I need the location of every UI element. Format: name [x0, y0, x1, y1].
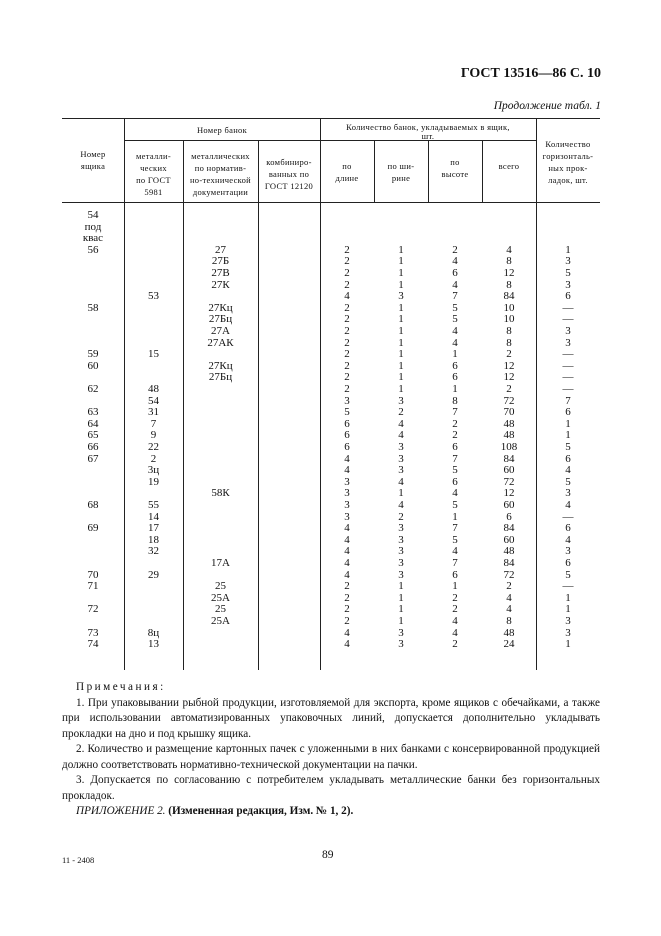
- table-cell-t: 48: [503, 429, 515, 442]
- table-cell-l: 4: [344, 568, 350, 581]
- table-cell-h: 7: [452, 406, 458, 419]
- table-cell-l: 6: [344, 429, 350, 442]
- table-cell-l: 2: [344, 591, 350, 604]
- table-cell-n: 27АК: [207, 336, 234, 349]
- note-item: 2. Количество и размещение картонных пачек с уложенными в них банками с консервированной продукцией должно соответствовать нормативно-технической документации на пачки.: [62, 743, 600, 771]
- table-cell-w: 3: [398, 626, 404, 639]
- table-cell-w: 2: [398, 510, 404, 523]
- table-cell-t: 84: [503, 290, 515, 303]
- table-cell-p: 6: [565, 557, 571, 569]
- table-cell-p: 5: [565, 267, 571, 279]
- table-cell-h: 8: [452, 394, 458, 407]
- table-cell-l: 4: [344, 464, 350, 477]
- table-cell-l: 4: [344, 522, 350, 535]
- table-cell-p: 7: [565, 394, 571, 407]
- note-item: 1. При упаковывании рыбной продукции, изготовляемой для экспорта, кроме ящиков с обечайками, а также при использовании автоматизированных упаковочных линий, допускается дополнительно укладывать прокладки на дно и под крышку ящика.: [62, 696, 600, 740]
- table-cell-w: 1: [398, 278, 404, 291]
- table-cell-box: 54: [87, 209, 99, 221]
- table-cell-box: 63: [87, 406, 99, 419]
- table-cell-l: 2: [344, 383, 350, 395]
- header-metal-ntd: металлических по норматив- но-технической документации: [189, 151, 252, 197]
- table-cell-w: 1: [398, 267, 404, 279]
- table-cell-n: 25А: [211, 591, 230, 604]
- table-cell-h: 6: [452, 441, 458, 453]
- header-count-group: Количество банок, укладываемых в ящик, шт.: [346, 122, 510, 141]
- table-cell-p: 1: [565, 243, 571, 256]
- table-cell-n: 27К: [211, 278, 230, 291]
- table-cell-l: 2: [344, 255, 350, 268]
- table-cell-m: 15: [148, 348, 159, 361]
- table-cell-n: 17А: [211, 557, 230, 569]
- table-cell-n: 27Б: [211, 255, 230, 268]
- table-cell-h: 1: [452, 510, 458, 523]
- table-cell-w: 2: [398, 406, 404, 419]
- table-cell-w: 1: [398, 325, 404, 337]
- table-cell-box: 71: [87, 580, 99, 593]
- table-cell-n: 25: [215, 603, 226, 616]
- table-cell-box: 58: [87, 301, 99, 314]
- table-cell-h: 5: [452, 313, 458, 326]
- table-continuation-label: Продолжение табл. 1: [493, 100, 601, 112]
- table-cell-w: 1: [398, 336, 404, 349]
- table-cell-t: 24: [503, 638, 515, 651]
- table-cell-n: 27А: [211, 325, 230, 337]
- table-cell-m: 18: [148, 533, 159, 546]
- table-cell-box: 65: [87, 429, 99, 442]
- table-cell-box: 59: [87, 348, 99, 361]
- table-cell-t: 48: [503, 626, 515, 639]
- packing-table: [62, 118, 600, 670]
- header-bottom-rule: [62, 202, 600, 203]
- table-cell-m: 31: [148, 406, 159, 419]
- header-width: по ши- рине: [387, 161, 415, 183]
- table-cell-p: 6: [565, 522, 571, 535]
- table-cell-p: —: [562, 301, 574, 314]
- table-cell-l: 4: [344, 452, 350, 465]
- table-cell-box: квас: [82, 232, 104, 245]
- table-cell-l: 4: [344, 533, 350, 546]
- table-cell-l: 2: [344, 325, 350, 337]
- table-cell-box: 56: [87, 243, 99, 256]
- table-cell-p: 3: [565, 545, 571, 558]
- table-cell-w: 3: [398, 290, 404, 303]
- print-code: 11 - 2408: [62, 855, 95, 865]
- note-item: 3. Допускается по согласованию с потребителем укладывать металлические банки без горизонтальных прокладок.: [62, 774, 600, 802]
- table-cell-h: 6: [452, 475, 458, 488]
- table-cell-h: 7: [452, 557, 458, 569]
- table-cell-n: 58К: [211, 487, 230, 500]
- table-cell-w: 1: [398, 383, 404, 395]
- table-cell-box: 68: [87, 499, 99, 511]
- notes-title: Примечания:: [76, 681, 166, 693]
- table-cell-w: 4: [398, 499, 404, 511]
- table-cell-t: 4: [506, 243, 512, 256]
- table-cell-t: 72: [503, 568, 515, 581]
- appendix-reference: [62, 804, 600, 820]
- table-cell-p: 3: [565, 626, 571, 639]
- appendix-prefix: ПРИЛОЖЕНИЕ 2.: [76, 805, 166, 817]
- table-cell-t: 12: [503, 359, 515, 372]
- table-cell-p: 4: [565, 464, 571, 477]
- table-cell-l: 2: [344, 313, 350, 326]
- table-cell-box: 72: [87, 603, 99, 616]
- table-cell-t: 48: [503, 417, 515, 430]
- table-cell-h: 1: [452, 348, 458, 361]
- table-cell-t: 108: [500, 441, 518, 453]
- table-cell-box: 64: [87, 417, 99, 430]
- table-cell-l: 3: [344, 487, 350, 500]
- table-cell-l: 4: [344, 626, 350, 639]
- table-cell-p: 3: [565, 255, 571, 268]
- table-cell-t: 8: [506, 336, 512, 349]
- table-cell-w: 3: [398, 394, 404, 407]
- table-cell-h: 4: [452, 487, 458, 500]
- table-cell-t: 10: [503, 301, 515, 314]
- table-cell-l: 3: [344, 475, 350, 488]
- table-cell-t: 4: [506, 591, 512, 604]
- header-box-number: Номер ящика: [80, 149, 106, 171]
- table-cell-w: 3: [398, 452, 404, 465]
- table-cell-p: 4: [565, 533, 571, 546]
- table-cell-t: 12: [503, 487, 515, 500]
- table-cell-m: 55: [148, 499, 159, 511]
- table-cell-p: —: [562, 371, 574, 384]
- table-cell-w: 3: [398, 557, 404, 569]
- table-cell-w: 3: [398, 464, 404, 477]
- table-cell-t: 60: [503, 533, 515, 546]
- table-cell-h: 2: [452, 591, 458, 604]
- table-cell-w: 3: [398, 533, 404, 546]
- table-cell-h: 4: [452, 626, 458, 639]
- table-cell-h: 4: [452, 325, 458, 337]
- table-cell-m: 13: [148, 638, 159, 651]
- table-cell-h: 2: [452, 429, 458, 442]
- header-total: всего: [498, 161, 520, 171]
- table-cell-l: 2: [344, 359, 350, 372]
- table-cell-box: 66: [87, 441, 99, 453]
- table-cell-t: 6: [506, 510, 512, 523]
- table-cell-p: —: [562, 510, 574, 523]
- table-cell-p: 3: [565, 336, 571, 349]
- table-cell-h: 4: [452, 336, 458, 349]
- table-cell-m: 48: [148, 383, 159, 395]
- table-cell-n: 27Бц: [208, 371, 233, 384]
- table-cell-h: 1: [452, 383, 458, 395]
- table-cell-n: 25А: [211, 615, 230, 627]
- table-cell-p: 5: [565, 441, 571, 453]
- table-cell-p: 3: [565, 487, 571, 500]
- table-cell-l: 2: [344, 243, 350, 256]
- table-cell-p: —: [562, 383, 574, 395]
- table-cell-p: 1: [565, 591, 571, 604]
- table-cell-w: 4: [398, 429, 404, 442]
- table-cell-p: 1: [565, 638, 571, 651]
- notes-section: [62, 680, 600, 820]
- table-cell-n: 27Бц: [208, 313, 233, 326]
- table-cell-m: 3ц: [147, 464, 160, 477]
- table-cell-w: 3: [398, 638, 404, 651]
- table-cell-l: 3: [344, 499, 350, 511]
- table-cell-t: 4: [506, 603, 512, 616]
- table-cell-h: 4: [452, 615, 458, 627]
- table-cell-h: 5: [452, 499, 458, 511]
- table-cell-p: —: [562, 348, 574, 361]
- table-cell-h: 2: [452, 603, 458, 616]
- table-cell-h: 4: [452, 278, 458, 291]
- table-cell-l: 2: [344, 348, 350, 361]
- table-cell-h: 5: [452, 464, 458, 477]
- table-cell-w: 1: [398, 580, 404, 593]
- table-cell-p: —: [562, 359, 574, 372]
- table-cell-l: 4: [344, 638, 350, 651]
- table-cell-p: 6: [565, 452, 571, 465]
- table-cell-t: 72: [503, 394, 515, 407]
- table-cell-m: 8ц: [147, 626, 160, 639]
- table-cell-w: 1: [398, 359, 404, 372]
- table-cell-box: 74: [87, 638, 99, 651]
- table-cell-t: 2: [506, 383, 512, 395]
- table-cell-p: 1: [565, 429, 571, 442]
- table-cell-w: 1: [398, 615, 404, 627]
- table-cell-m: 32: [148, 545, 159, 558]
- header-metal-gost: металли- ческих по ГОСТ 5981: [135, 151, 172, 197]
- header-combined: комбиниро- ванных по ГОСТ 12120: [264, 157, 314, 191]
- table-cell-l: 3: [344, 394, 350, 407]
- table-cell-m: 29: [148, 568, 159, 581]
- header-cans-group: Номер банок: [196, 125, 248, 135]
- table-cell-box: 73: [87, 626, 99, 639]
- table-cell-m: 14: [148, 510, 159, 523]
- page-number: 89: [322, 849, 334, 861]
- table-cell-p: 1: [565, 603, 571, 616]
- table-cell-box: 60: [87, 359, 99, 372]
- table-cell-h: 4: [452, 545, 458, 558]
- table-cell-w: 3: [398, 441, 404, 453]
- table-cell-w: 1: [398, 487, 404, 500]
- table-cell-l: 5: [344, 406, 350, 419]
- table-top-rule: [62, 118, 600, 119]
- header-length: по длине: [335, 161, 359, 183]
- table-cell-t: 48: [503, 545, 515, 558]
- table-cell-w: 1: [398, 348, 404, 361]
- table-cell-m: 54: [148, 394, 159, 407]
- table-cell-p: 1: [565, 417, 571, 430]
- table-cell-box: 67: [87, 452, 99, 465]
- table-cell-m: 9: [150, 429, 157, 442]
- table-cell-h: 7: [452, 522, 458, 535]
- table-cell-w: 3: [398, 568, 404, 581]
- table-cell-w: 1: [398, 301, 404, 314]
- table-cell-m: 53: [148, 290, 159, 303]
- table-cell-t: 12: [503, 371, 515, 384]
- table-cell-box: 62: [87, 383, 99, 395]
- table-cell-t: 84: [503, 452, 515, 465]
- table-cell-n: 27Кц: [208, 301, 233, 314]
- table-cell-l: 4: [344, 557, 350, 569]
- table-cell-h: 6: [452, 568, 458, 581]
- table-cell-m: 2: [150, 452, 157, 465]
- table-cell-w: 1: [398, 371, 404, 384]
- table-cell-l: 4: [344, 545, 350, 558]
- table-cell-w: 3: [398, 522, 404, 535]
- table-cell-h: 5: [452, 301, 458, 314]
- table-cell-t: 72: [503, 475, 515, 488]
- table-cell-h: 7: [452, 452, 458, 465]
- table-cell-p: —: [562, 580, 574, 593]
- table-cell-h: 2: [452, 417, 458, 430]
- table-cell-t: 84: [503, 522, 515, 535]
- table-cell-m: 17: [148, 522, 159, 535]
- table-cell-p: 3: [565, 615, 571, 627]
- table-cell-h: 2: [452, 243, 458, 256]
- table-cell-p: 5: [565, 475, 571, 488]
- header-height: по высоте: [441, 157, 469, 179]
- table-cell-l: 2: [344, 603, 350, 616]
- table-cell-l: 2: [344, 336, 350, 349]
- table-cell-p: 6: [565, 290, 571, 303]
- appendix-edition: (Измененная редакция, Изм. № 1, 2).: [168, 805, 354, 817]
- table-cell-h: 6: [452, 371, 458, 384]
- table-cell-t: 2: [506, 580, 512, 593]
- table-cell-l: 6: [344, 417, 350, 430]
- table-cell-t: 12: [503, 267, 515, 279]
- table-cell-t: 8: [506, 325, 512, 337]
- table-cell-p: 4: [565, 499, 571, 511]
- vline-body-3: [258, 202, 259, 670]
- table-cell-p: 5: [565, 568, 571, 581]
- table-cell-w: 1: [398, 603, 404, 616]
- table-cell-box: под: [84, 220, 102, 233]
- table-cell-t: 8: [506, 278, 512, 291]
- table-cell-l: 2: [344, 371, 350, 384]
- table-cell-l: 6: [344, 441, 350, 453]
- table-cell-t: 70: [503, 406, 515, 419]
- table-cell-m: 22: [148, 441, 159, 453]
- table-cell-n: 27: [215, 243, 226, 256]
- table-cell-h: 4: [452, 255, 458, 268]
- table-cell-l: 2: [344, 267, 350, 279]
- table-cell-p: 6: [565, 406, 571, 419]
- table-cell-p: 3: [565, 278, 571, 291]
- table-cell-w: 1: [398, 243, 404, 256]
- table-cell-h: 7: [452, 290, 458, 303]
- table-cell-p: 3: [565, 325, 571, 337]
- table-cell-t: 60: [503, 464, 515, 477]
- table-cell-l: 2: [344, 278, 350, 291]
- header-pads: Количество горизонталь- ных прок- ладок, шт.: [542, 139, 594, 185]
- table-cell-p: —: [562, 313, 574, 326]
- table-cell-m: 7: [150, 417, 157, 430]
- table-cell-l: 2: [344, 615, 350, 627]
- table-cell-t: 8: [506, 255, 512, 268]
- table-cell-n: 27В: [211, 267, 230, 279]
- table-cell-l: 2: [344, 580, 350, 593]
- table-cell-l: 4: [344, 290, 350, 303]
- table-cell-h: 5: [452, 533, 458, 546]
- table-cell-box: 69: [87, 522, 99, 535]
- table-cell-t: 8: [506, 615, 512, 627]
- table-cell-t: 60: [503, 499, 515, 511]
- table-cell-w: 4: [398, 417, 404, 430]
- table-cell-l: 3: [344, 510, 350, 523]
- table-cell-h: 6: [452, 359, 458, 372]
- table-cell-w: 1: [398, 313, 404, 326]
- table-cell-l: 2: [344, 301, 350, 314]
- table-cell-w: 3: [398, 545, 404, 558]
- table-cell-t: 84: [503, 557, 515, 569]
- table-cell-h: 6: [452, 267, 458, 279]
- table-cell-t: 10: [503, 313, 515, 326]
- table-cell-n: 25: [215, 580, 226, 593]
- table-cell-t: 2: [506, 348, 512, 361]
- table-cell-h: 1: [452, 580, 458, 593]
- table-cell-box: 70: [87, 568, 99, 581]
- document-header: ГОСТ 13516—86 С. 10: [460, 66, 601, 81]
- table-cell-m: 19: [148, 475, 159, 488]
- table-cell-w: 1: [398, 255, 404, 268]
- table-cell-w: 1: [398, 591, 404, 604]
- table-cell-n: 27Кц: [208, 359, 233, 372]
- table-cell-h: 2: [452, 638, 458, 651]
- table-cell-w: 4: [398, 475, 404, 488]
